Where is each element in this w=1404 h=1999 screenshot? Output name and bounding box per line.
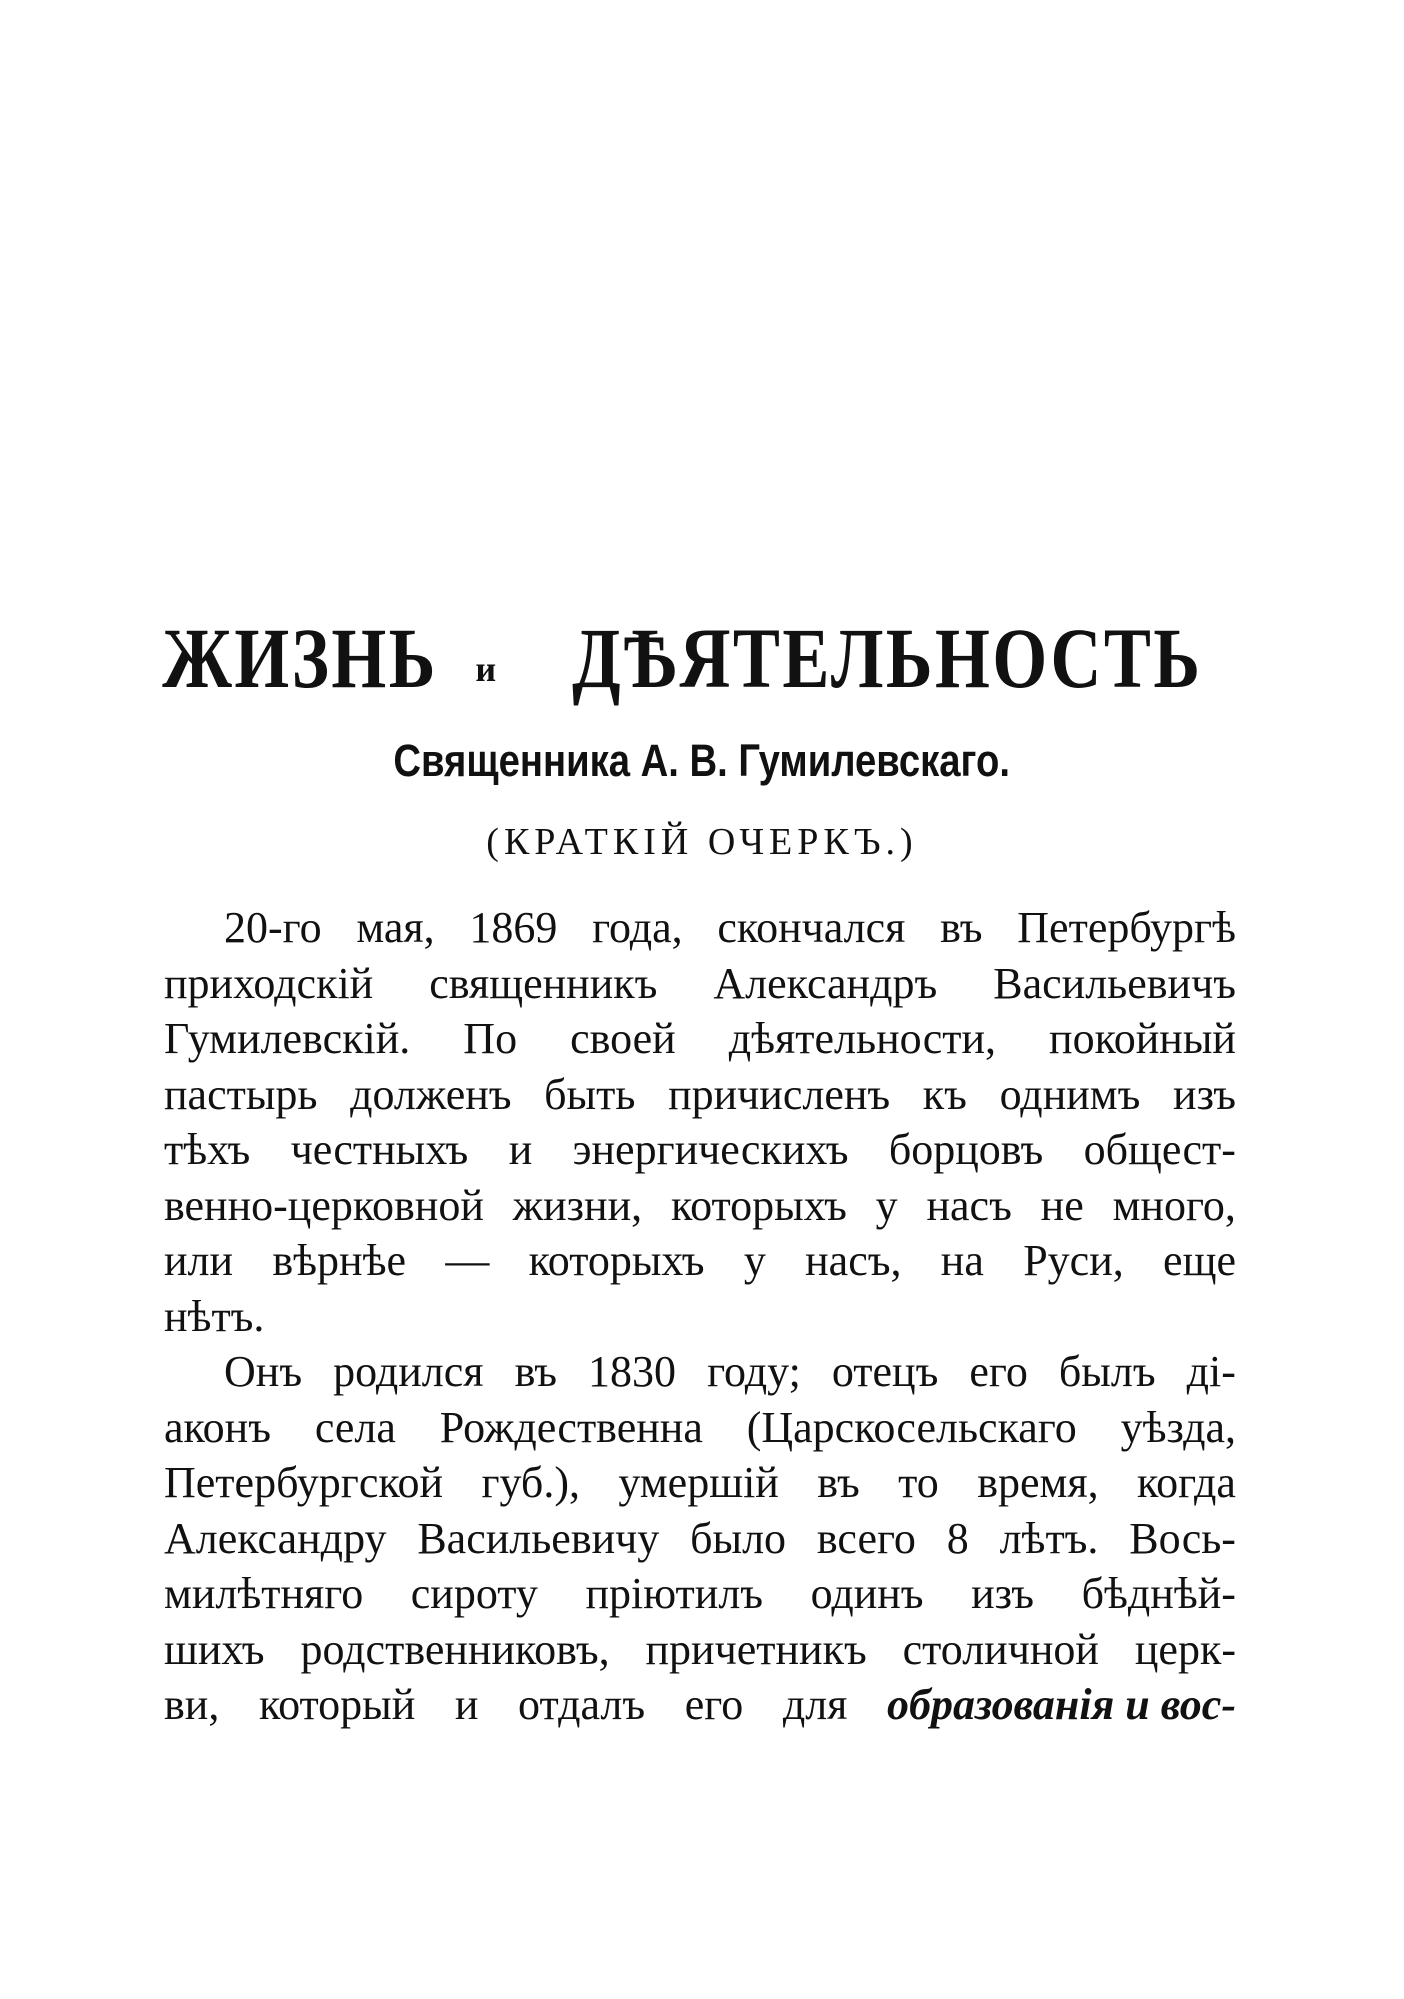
word: въ [940, 903, 983, 952]
word: лѣтъ. [999, 1513, 1099, 1563]
word: Васильевичъ [993, 958, 1236, 1008]
text-line [164, 1566, 1236, 1622]
word: Александръ [713, 958, 938, 1008]
text-line [164, 1067, 1236, 1123]
word: По [463, 1014, 518, 1063]
word: на [940, 1236, 984, 1285]
text-line [164, 1011, 1236, 1067]
word: Онъ [224, 1347, 303, 1396]
word: причетникъ [645, 1624, 867, 1674]
word: 1830 [588, 1347, 677, 1396]
text-line [164, 1289, 1236, 1345]
word: Гумилевскій. [164, 1014, 411, 1063]
word: года, [592, 903, 683, 952]
word: села [314, 1402, 396, 1452]
word: отецъ [831, 1347, 939, 1396]
word: Петербургѣ [1017, 903, 1236, 952]
word: изъ [971, 1569, 1035, 1618]
word: Рождественна [439, 1402, 703, 1452]
text-line [164, 1233, 1236, 1289]
word: борцовъ [888, 1125, 1044, 1174]
word: время, [977, 1458, 1099, 1507]
word: къ [922, 1069, 967, 1119]
word: мая, [356, 903, 435, 952]
word: долженъ [350, 1069, 512, 1119]
word: сироту [410, 1569, 538, 1618]
body-text [164, 900, 1236, 1733]
word: отдалъ [518, 1680, 646, 1729]
word: губ.), [481, 1458, 580, 1507]
word: покойный [1049, 1014, 1236, 1063]
word: насъ, [805, 1236, 902, 1285]
word: еще [1163, 1236, 1236, 1285]
word: пріютилъ [585, 1569, 764, 1618]
word: уѣзда, [1120, 1402, 1236, 1452]
word: столичной [902, 1624, 1099, 1674]
word: и [508, 1125, 533, 1174]
text-line [164, 956, 1236, 1012]
word: вѣрнѣе [272, 1236, 407, 1285]
paragraph-2 [164, 1344, 1236, 1733]
word: церк- [1134, 1624, 1236, 1674]
paragraph-1 [164, 900, 1236, 1344]
title-conjunction: и [475, 649, 497, 689]
word: Васильевичу [417, 1513, 660, 1563]
word: пастырь [164, 1069, 318, 1119]
word: нѣтъ. [164, 1291, 265, 1341]
word: году; [707, 1347, 801, 1396]
word: (Царскосельскаго [746, 1402, 1077, 1452]
word: быть [544, 1069, 636, 1119]
text-line [164, 1455, 1236, 1511]
word: былъ [1058, 1347, 1156, 1396]
word: у [743, 1236, 766, 1285]
word: — [445, 1236, 490, 1285]
word: которыхъ [528, 1236, 705, 1285]
title-word-deyatelnost: ДѢЯТЕЛЬНОСТЬ [572, 610, 1203, 706]
text-line [164, 1622, 1236, 1678]
word: однимъ [999, 1069, 1141, 1119]
word: его [684, 1680, 744, 1729]
word: жизни, [512, 1180, 643, 1230]
word: въ [514, 1347, 557, 1396]
text-line [164, 900, 1236, 956]
word: энергическихъ [572, 1125, 849, 1174]
word: приходскій [164, 958, 374, 1008]
word: Руси, [1023, 1236, 1124, 1285]
text-line [164, 1677, 1236, 1733]
text-line [164, 1344, 1236, 1400]
word: причисленъ [668, 1069, 891, 1119]
word: умершій [618, 1458, 779, 1507]
subtitle-note: (КРАТКІЙ ОЧЕРКЪ.) [486, 821, 918, 863]
italic-phrase: образованія и вос- [887, 1680, 1236, 1729]
word: аконъ [164, 1402, 271, 1452]
word: Петербургской [164, 1458, 444, 1507]
word: общест- [1083, 1125, 1236, 1174]
word: и [454, 1680, 479, 1729]
word: которыхъ [670, 1180, 847, 1230]
word: или [164, 1236, 234, 1285]
text-line [164, 1178, 1236, 1234]
word: насъ [926, 1180, 1012, 1230]
word: тѣхъ [164, 1125, 251, 1174]
word: 20-го [224, 903, 322, 952]
word: родственниковъ, [300, 1624, 610, 1674]
word: 1869 [469, 903, 558, 952]
word: когда [1137, 1458, 1236, 1507]
word: не [1040, 1180, 1084, 1230]
text-line [164, 1122, 1236, 1178]
word: изъ [1173, 1069, 1236, 1119]
word: который [258, 1680, 416, 1729]
word: скончался [717, 903, 906, 952]
word: ді- [1186, 1347, 1236, 1396]
word: священникъ [429, 958, 658, 1008]
subtitle [0, 735, 1404, 787]
subtitle-text: Священника А. В. Гумилевскаго. [393, 735, 1011, 786]
word: въ [817, 1458, 860, 1507]
word: Александру [164, 1513, 387, 1563]
word: у [875, 1180, 898, 1230]
word: венно-церковной [164, 1180, 484, 1230]
word: родился [333, 1347, 484, 1396]
title-word-zhizn: ЖИЗНЬ [162, 610, 439, 706]
word: было [690, 1513, 787, 1563]
word: Вось- [1129, 1513, 1236, 1563]
word: своей [570, 1014, 676, 1063]
word: много, [1112, 1180, 1236, 1230]
word: честныхъ [290, 1125, 469, 1174]
word: то [898, 1458, 939, 1507]
word: бѣднѣй- [1081, 1569, 1236, 1618]
word: всего [816, 1513, 916, 1563]
text-line [164, 1511, 1236, 1567]
word: для [782, 1680, 848, 1729]
word: одинъ [810, 1569, 924, 1618]
text-line [164, 1400, 1236, 1456]
word: милѣтняго [164, 1569, 364, 1618]
word: его [969, 1347, 1028, 1396]
word: 8 [946, 1513, 969, 1563]
main-title [0, 608, 1404, 708]
word: дѣятельности, [728, 1014, 997, 1063]
word: ви, [164, 1680, 220, 1729]
word: шихъ [164, 1624, 265, 1674]
